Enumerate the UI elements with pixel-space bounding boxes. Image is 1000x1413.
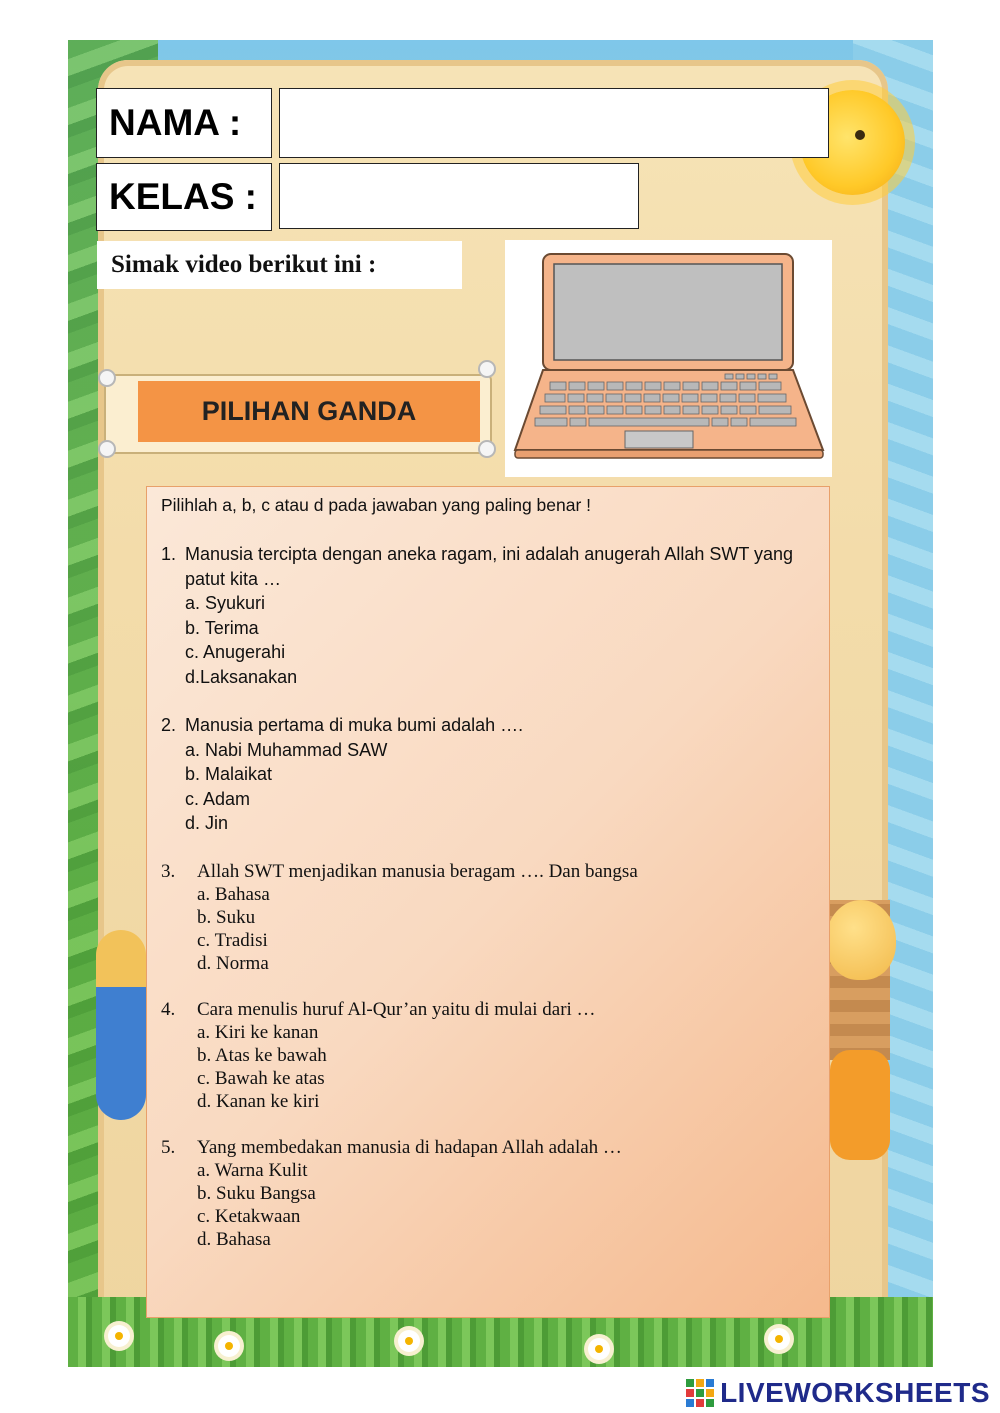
- question-text: Cara menulis huruf Al-Qur’an yaitu di mulai dari …: [197, 998, 596, 1020]
- sun-eye: [855, 130, 865, 140]
- question-number: 1.: [161, 544, 177, 564]
- answer-option[interactable]: c. Tradisi: [197, 929, 268, 951]
- flower-decoration: [588, 1338, 610, 1360]
- question-text: Allah SWT menjadikan manusia beragam …. Dan bangsa: [197, 860, 638, 882]
- nama-label: NAMA :: [96, 88, 272, 158]
- video-player[interactable]: [505, 240, 832, 477]
- liveworksheets-logo[interactable]: [686, 1377, 990, 1409]
- answer-option[interactable]: b. Suku Bangsa: [197, 1182, 316, 1204]
- answer-option[interactable]: a. Kiri ke kanan: [197, 1021, 319, 1043]
- paper-clip-icon: [478, 440, 496, 458]
- flower-decoration: [108, 1325, 130, 1347]
- question-1: [161, 542, 815, 689]
- kelas-input[interactable]: [279, 163, 639, 229]
- question-text: Yang membedakan manusia di hadapan Allah adalah …: [197, 1136, 622, 1158]
- flower-decoration: [398, 1330, 420, 1352]
- child-illustration-left: [96, 930, 146, 1120]
- answer-option[interactable]: b. Terima: [185, 617, 259, 638]
- answer-option[interactable]: b. Suku: [197, 906, 256, 928]
- video-prompt: Simak video berikut ini :: [97, 241, 462, 289]
- liveworksheets-logo-text: LIVEWORKSHEETS: [720, 1377, 990, 1408]
- question-2: [161, 713, 815, 836]
- question-number: 4.: [161, 998, 176, 1020]
- answer-option[interactable]: d.Laksanakan: [185, 666, 298, 687]
- answer-option[interactable]: c. Adam: [185, 788, 251, 809]
- kelas-label: KELAS :: [96, 163, 272, 231]
- flower-decoration: [768, 1328, 790, 1350]
- questions-panel: [146, 486, 830, 1318]
- paper-clip-icon: [478, 360, 496, 378]
- answer-option[interactable]: c. Anugerahi: [185, 642, 286, 662]
- question-number: 3.: [161, 860, 176, 882]
- answer-option[interactable]: c. Ketakwaan: [197, 1205, 301, 1227]
- child-illustration-head: [826, 900, 896, 980]
- answer-option[interactable]: d. Kanan ke kiri: [197, 1090, 320, 1112]
- liveworksheets-logo-icon: [686, 1379, 714, 1407]
- nama-input[interactable]: [279, 88, 829, 158]
- laptop-icon: [505, 240, 832, 477]
- answer-option[interactable]: d. Bahasa: [197, 1228, 271, 1250]
- question-number: 5.: [161, 1136, 176, 1158]
- question-5: [161, 1136, 815, 1251]
- flower-decoration: [218, 1335, 240, 1357]
- answer-option[interactable]: a. Nabi Muhammad SAW: [185, 739, 388, 760]
- question-text: Manusia pertama di muka bumi adalah ….: [185, 715, 524, 735]
- answer-option[interactable]: d. Jin: [185, 813, 229, 833]
- answer-option[interactable]: a. Bahasa: [197, 883, 270, 905]
- answer-option[interactable]: b. Malaikat: [185, 764, 273, 784]
- paper-clip-icon: [98, 369, 116, 387]
- section-banner: PILIHAN GANDA: [138, 381, 480, 442]
- child-illustration-body: [830, 1050, 890, 1160]
- question-3: [161, 860, 815, 975]
- instruction-text: Pilihlah a, b, c atau d pada jawaban yang paling benar !: [161, 495, 592, 515]
- answer-option[interactable]: d. Norma: [197, 952, 269, 974]
- answer-option[interactable]: a. Syukuri: [185, 593, 266, 613]
- answer-option[interactable]: a. Warna Kulit: [197, 1159, 308, 1181]
- question-text: Manusia tercipta dengan aneka ragam, ini adalah anugerah Allah SWT yang patut kita …: [185, 544, 794, 589]
- answer-option[interactable]: c. Bawah ke atas: [197, 1067, 325, 1089]
- question-4: [161, 998, 815, 1113]
- question-number: 2.: [161, 715, 177, 735]
- paper-clip-icon: [98, 440, 116, 458]
- answer-option[interactable]: b. Atas ke bawah: [197, 1044, 327, 1066]
